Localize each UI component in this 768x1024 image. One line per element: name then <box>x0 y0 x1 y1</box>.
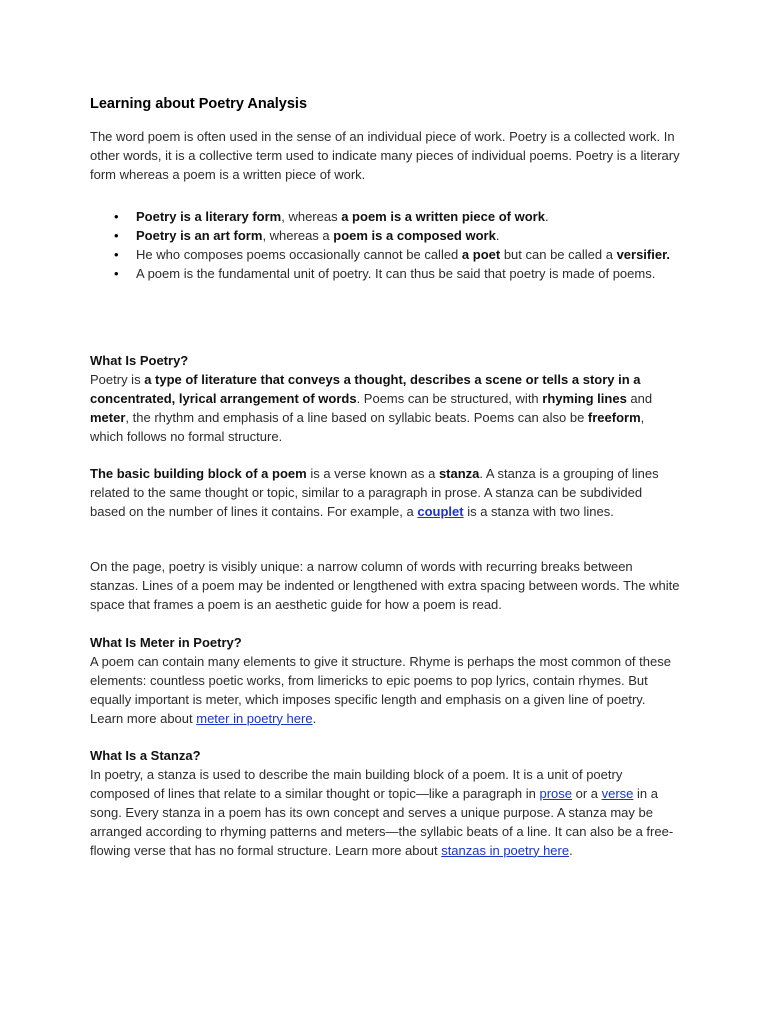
bold-text: versifier. <box>616 246 671 262</box>
bullet-icon: • <box>114 265 119 281</box>
stanzas-in-poetry-link[interactable]: stanzas in poetry here <box>441 842 570 858</box>
bold-text: rhyming lines <box>542 390 627 406</box>
meter-in-poetry-link[interactable]: meter in poetry here <box>196 710 313 726</box>
bold-text: freeform <box>587 409 641 425</box>
text: but can be called a <box>500 246 617 262</box>
bullet-icon: • <box>114 227 119 243</box>
text: A poem can contain many elements to give it structure. Rhyme is perhaps the most common of these elements: countless poetic works, from limericks to epic poems to pop lyrics, contain rhymes. But equally important is meter, which imposes specific length and emphasis on a given line of poetry. Learn more about <box>90 653 671 726</box>
text: and <box>626 390 653 406</box>
text: , whereas a <box>262 227 334 243</box>
section-paragraph <box>90 653 680 729</box>
bold-text: Poetry is a literary form <box>136 209 282 224</box>
text: . Poems can be structured, with <box>356 390 543 406</box>
document-title: Learning about Poetry Analysis <box>90 96 308 112</box>
section-heading: What Is a Stanza? <box>90 748 201 763</box>
text: . <box>544 209 549 224</box>
text: A poem is the fundamental unit of poetry. It can thus be said that poetry is made of poems. <box>136 265 656 281</box>
text: . <box>569 842 573 858</box>
bold-text: poem is a composed work <box>333 227 496 243</box>
text: . <box>495 227 500 243</box>
text: He who composes poems occasionally cannot be called <box>136 246 462 262</box>
text: , whereas <box>281 209 342 224</box>
section-heading: What Is Poetry? <box>90 353 189 368</box>
bold-text: a type of literature that conveys a thought, describes a scene or tells a story in a concentrated, lyrical arrangement of words <box>90 371 641 406</box>
text: , the rhythm and emphasis of a line based on syllabic beats. Poems can also be <box>125 409 588 425</box>
section-heading: What Is Meter in Poetry? <box>90 635 242 650</box>
what-is-stanza-section <box>90 747 680 860</box>
prose-link[interactable]: prose <box>539 785 572 801</box>
bullet-icon: • <box>114 246 119 262</box>
bold-text: meter <box>90 409 126 425</box>
bold-text: The basic building block of a poem <box>90 466 307 481</box>
list-item <box>90 208 680 227</box>
list-item <box>90 227 680 246</box>
bullet-list <box>90 208 680 284</box>
bold-text: stanza <box>438 466 480 481</box>
on-the-page-paragraph: On the page, poetry is visibly unique: a narrow column of words with recurring breaks between stanzas. Lines of a poem may be indented or lengthened with extra spacing between words. The white space that frames a poem is an aesthetic guide for how a poem is read. <box>90 559 680 612</box>
section-paragraph <box>90 766 680 861</box>
bold-text: Poetry is an art form <box>136 227 263 243</box>
text: , which follows no formal structure. <box>90 409 645 444</box>
text: in a song. Every stanza in a poem has its own concept and serves a unique purpose. A stanza may be arranged according to rhyming patterns and meters—the syllabic beats of a line. It can also be a free-flowing verse that has no formal structure. Learn more about <box>90 785 674 858</box>
text: . <box>312 710 317 726</box>
text: is a stanza with two lines. <box>463 503 614 519</box>
text: is a verse known as a <box>306 466 439 481</box>
list-item <box>90 265 680 284</box>
bullet-icon: • <box>114 209 119 224</box>
bold-text: a poet <box>461 246 501 262</box>
building-block-paragraph <box>90 465 680 522</box>
bold-text: a poem is a written piece of work <box>341 209 545 224</box>
text: or a <box>572 785 602 801</box>
verse-link[interactable]: verse <box>601 785 634 801</box>
section-paragraph <box>90 371 680 447</box>
text: Poetry is <box>90 371 145 387</box>
what-is-poetry-section <box>90 352 680 447</box>
what-is-meter-section <box>90 634 680 729</box>
intro-paragraph: The word poem is often used in the sense of an individual piece of work. Poetry is a collected work. In other words, it is a collective term used to indicate many pieces of individual poems. Poetry is a literary form whereas a poem is a written piece of work. <box>90 129 680 182</box>
text: In poetry, a stanza is used to describe the main building block of a poem. It is a unit of poetry composed of lines that relate to a similar thought or topic—like a paragraph in <box>90 766 623 801</box>
text: . A stanza is a grouping of lines related to the same thought or topic, similar to a paragraph in prose. A stanza can be subdivided based on the number of lines it contains. For example, a <box>90 466 659 519</box>
list-item <box>90 246 680 265</box>
couplet-link[interactable]: couplet <box>417 503 464 519</box>
